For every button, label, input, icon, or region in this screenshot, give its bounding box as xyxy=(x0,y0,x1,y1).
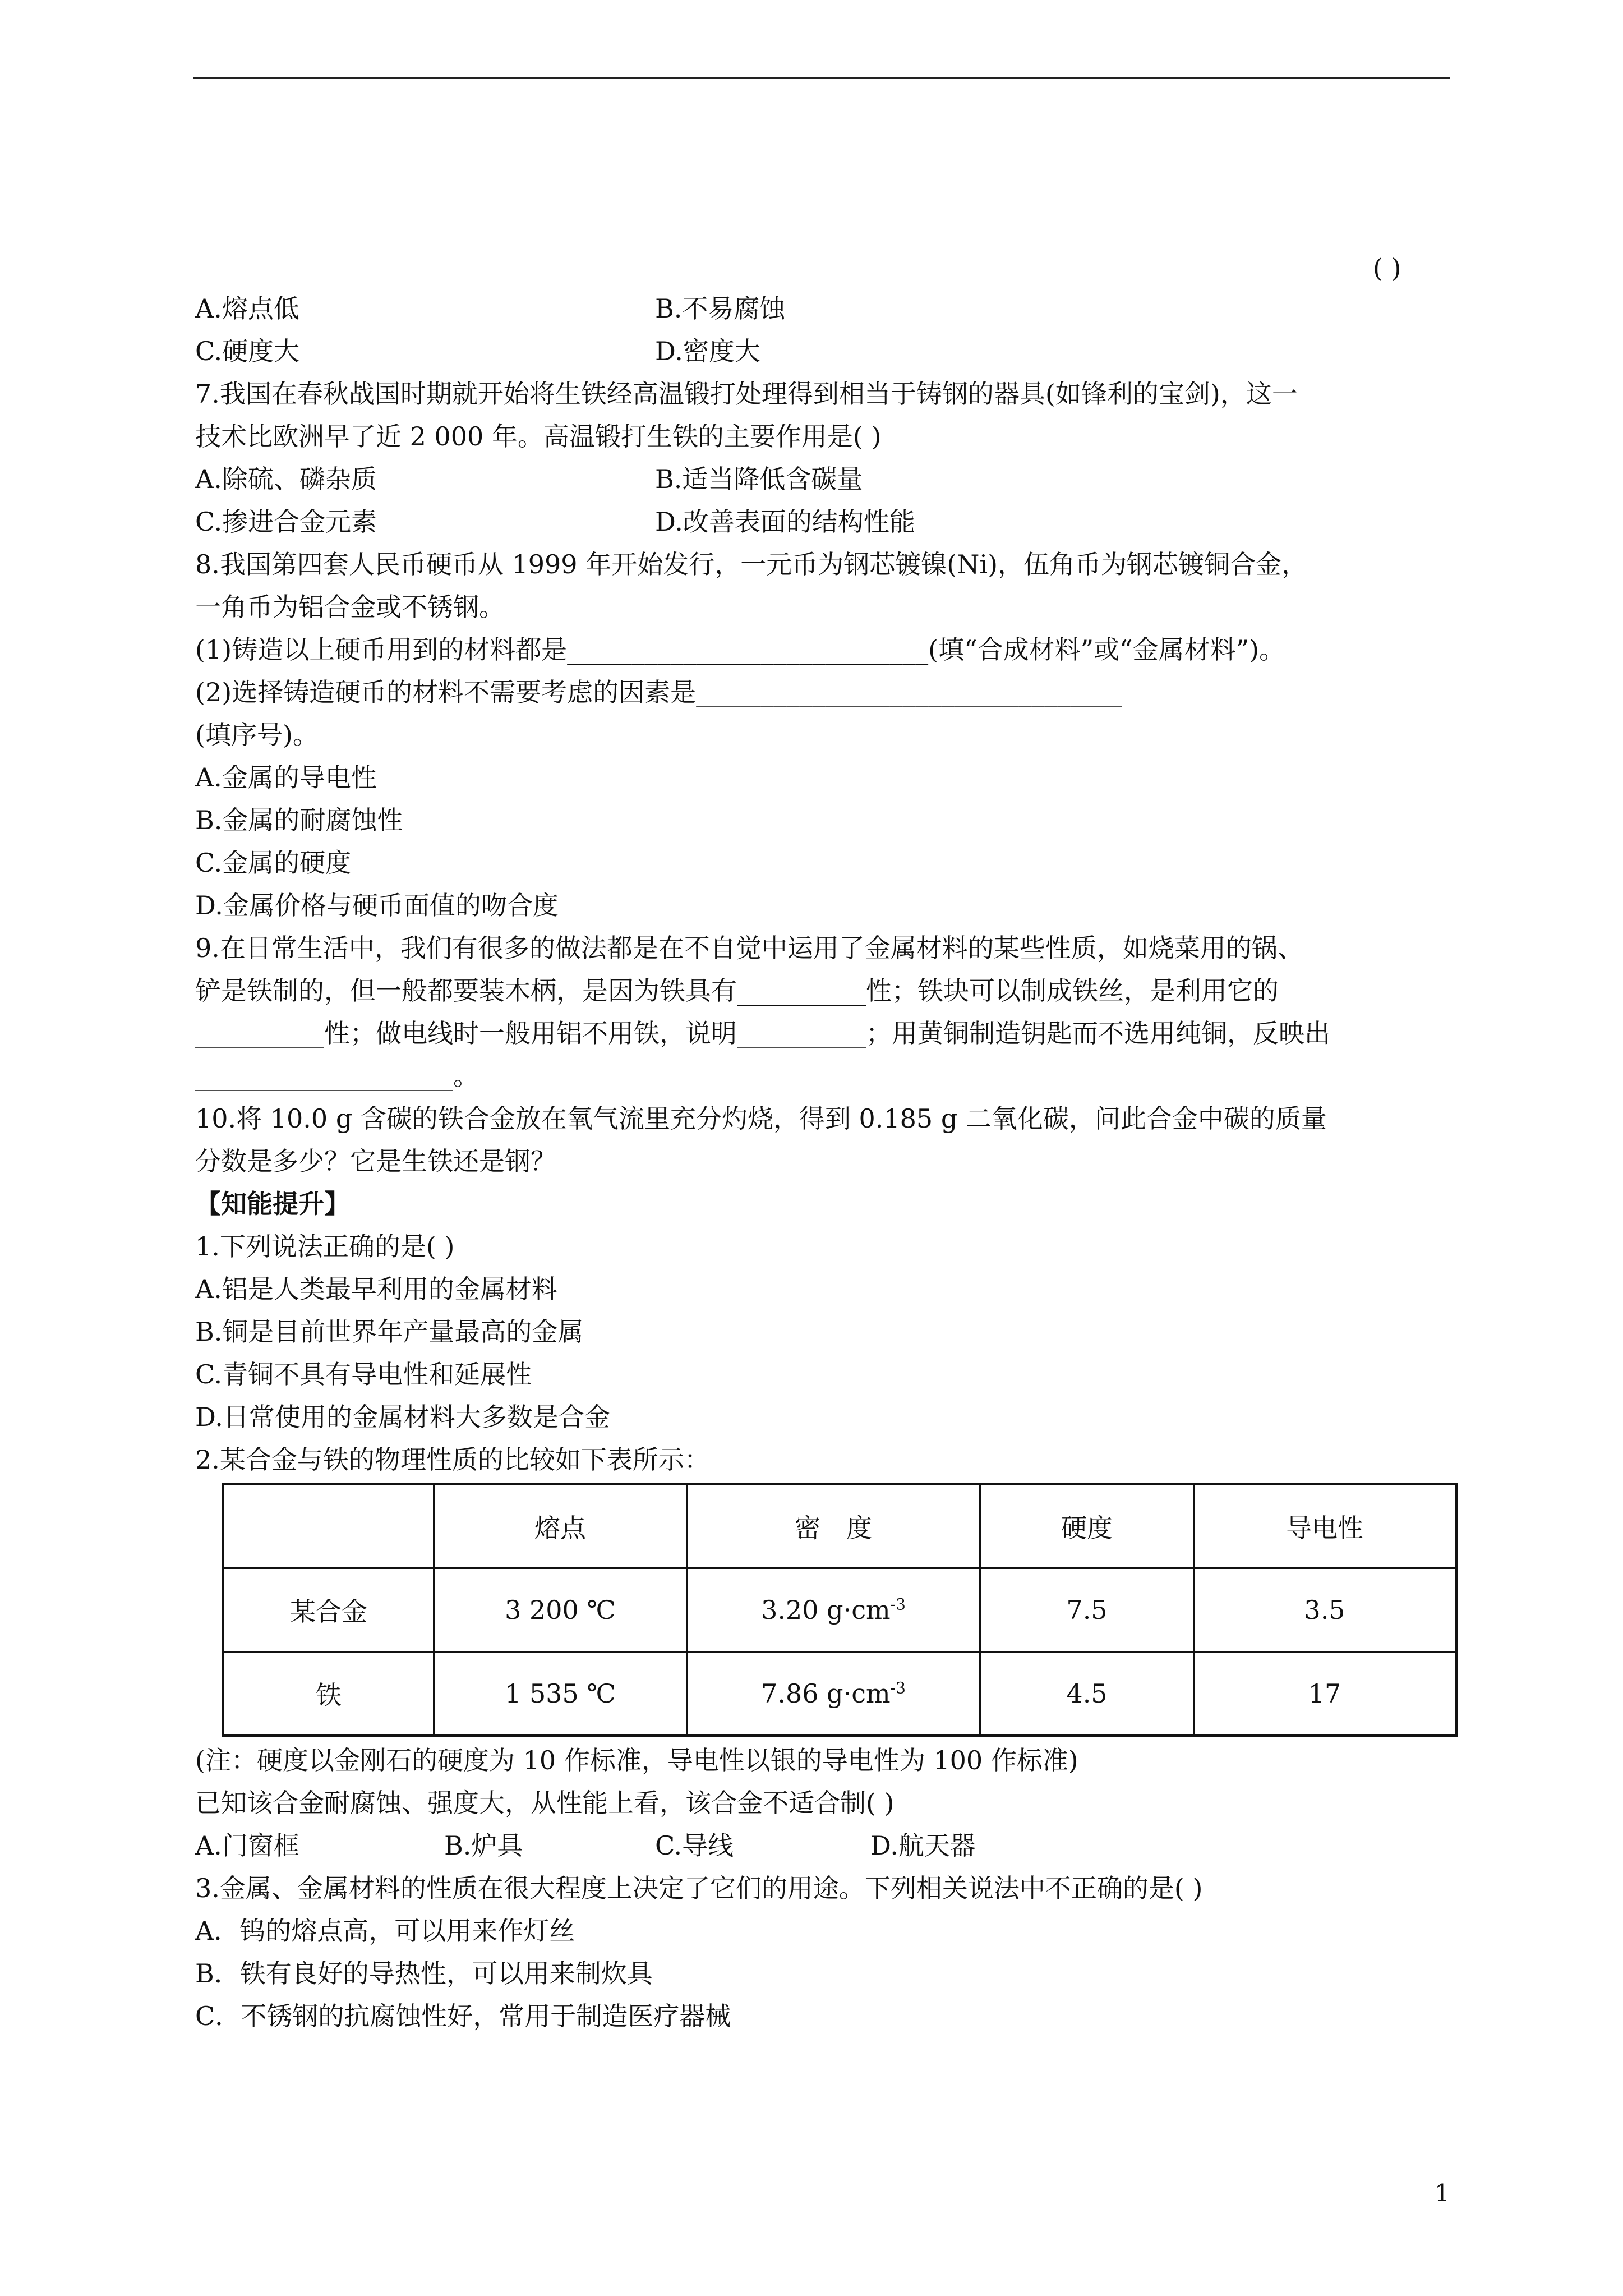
table-cell: 1 535 ℃ xyxy=(434,1652,687,1736)
p1-option-a: A.铝是人类最早利用的金属材料 xyxy=(195,1274,557,1304)
p1-option-d: D.日常使用的金属材料大多数是合金 xyxy=(195,1402,610,1432)
table-cell: 3.5 xyxy=(1194,1568,1456,1652)
p3-option-a: A．钨的熔点高，可以用来作灯丝 xyxy=(195,1916,575,1946)
table-row xyxy=(223,1568,1456,1652)
q8-part2: (2)选择铸造硬币的材料不需要考虑的因素是_________________________________ xyxy=(195,677,1122,707)
q9-line4: ____________________。 xyxy=(195,1061,479,1091)
page-number: 1 xyxy=(1435,2179,1450,2207)
answer-paren: ( ) xyxy=(1373,253,1401,283)
option-b: B.不易腐蚀 xyxy=(655,293,786,324)
q8-option-a: A.金属的导电性 xyxy=(195,762,377,793)
p2-option-b: B.炉具 xyxy=(444,1830,523,1861)
p2-note: (注：硬度以金刚石的硬度为 10 作标准，导电性以银的导电性为 100 作标准) xyxy=(195,1745,1078,1775)
table-header-cell: 硬度 xyxy=(980,1484,1194,1568)
table-header-cell: 熔点 xyxy=(434,1484,687,1568)
table-cell: 某合金 xyxy=(223,1568,434,1652)
table-header-row xyxy=(223,1484,1456,1568)
table-cell: 3 200 ℃ xyxy=(434,1568,687,1652)
table-cell xyxy=(687,1652,980,1736)
option-c: C.硬度大 xyxy=(195,336,300,366)
q7-option-c: C.掺进合金元素 xyxy=(195,507,377,537)
density-value: 3.20 g·cm xyxy=(761,1595,891,1625)
property-table xyxy=(222,1483,1458,1737)
q8-option-d: D.金属价格与硬币面值的吻合度 xyxy=(195,890,559,921)
q7-line2: 技术比欧洲早了近 2 000 年。高温锻打生铁的主要作用是( ) xyxy=(195,421,882,452)
table-row xyxy=(223,1652,1456,1736)
q9-line3: __________性；做电线时一般用铝不用铁，说明__________；用黄铜制造钥匙而不选用纯铜，反映出 xyxy=(195,1018,1330,1048)
table-header-cell: 导电性 xyxy=(1194,1484,1456,1568)
density-exponent: -3 xyxy=(890,1595,906,1614)
q8-line2: 一角币为铝合金或不锈钢。 xyxy=(195,592,505,622)
option-a: A.熔点低 xyxy=(195,293,299,324)
q8-option-c: C.金属的硬度 xyxy=(195,848,352,878)
table-cell: 7.5 xyxy=(980,1568,1194,1652)
q7-line1: 7.我国在春秋战国时期就开始将生铁经高温锻打处理得到相当于铸钢的器具(如锋利的宝剑)，这一 xyxy=(195,379,1298,409)
p3-stem: 3.金属、金属材料的性质在很大程度上决定了它们的用途。下列相关说法中不正确的是( ) xyxy=(195,1873,1203,1903)
table-header-cell xyxy=(223,1484,434,1568)
q8-part2-hint: (填序号)。 xyxy=(195,720,319,750)
p1-stem: 1.下列说法正确的是( ) xyxy=(195,1231,455,1262)
p3-option-b: B．铁有良好的导热性，可以用来制炊具 xyxy=(195,1958,653,1989)
p2-stem2: 已知该合金耐腐蚀、强度大，从性能上看，该合金不适合制( ) xyxy=(195,1788,895,1818)
q8-line1: 8.我国第四套人民币硬币从 1999 年开始发行，一元币为钢芯镀镍(Ni)，伍角币为钢芯镀铜合金， xyxy=(195,549,1308,579)
table-header-cell: 密 度 xyxy=(687,1484,980,1568)
table-cell xyxy=(687,1568,980,1652)
table-cell: 17 xyxy=(1194,1652,1456,1736)
p3-option-c: C．不锈钢的抗腐蚀性好，常用于制造医疗器械 xyxy=(195,2001,731,2031)
table-cell: 铁 xyxy=(223,1652,434,1736)
table-cell: 4.5 xyxy=(980,1652,1194,1736)
q10-line2: 分数是多少？它是生铁还是钢？ xyxy=(195,1146,556,1176)
p2-option-a: A.门窗框 xyxy=(195,1830,299,1861)
q9-line2: 铲是铁制的，但一般都要装木柄，是因为铁具有__________性；铁块可以制成铁丝，是利用它的 xyxy=(195,976,1279,1006)
p1-option-b: B.铜是目前世界年产量最高的金属 xyxy=(195,1317,584,1347)
q8-part1: (1)铸造以上硬币用到的材料都是____________________________(填“合成材料”或“金属材料”)。 xyxy=(195,634,1285,665)
q7-option-b: B.适当降低含碳量 xyxy=(655,464,863,494)
p2-stem: 2.某合金与铁的物理性质的比较如下表所示： xyxy=(195,1444,710,1475)
p1-option-c: C.青铜不具有导电性和延展性 xyxy=(195,1359,532,1389)
density-value: 7.86 g·cm xyxy=(761,1678,891,1709)
section-title: 【知能提升】 xyxy=(195,1189,350,1219)
q8-option-b: B.金属的耐腐蚀性 xyxy=(195,805,403,835)
p2-option-c: C.导线 xyxy=(655,1830,734,1861)
header-rule xyxy=(193,77,1450,79)
q7-option-d: D.改善表面的结构性能 xyxy=(655,507,915,537)
density-exponent: -3 xyxy=(890,1678,906,1697)
q7-option-a: A.除硫、磷杂质 xyxy=(195,464,377,494)
option-d: D.密度大 xyxy=(655,336,760,366)
p2-option-d: D.航天器 xyxy=(870,1830,976,1861)
q9-line1: 9.在日常生活中，我们有很多的做法都是在不自觉中运用了金属材料的某些性质，如烧菜用的锅、 xyxy=(195,933,1303,963)
q10-line1: 10.将 10.0 g 含碳的铁合金放在氧气流里充分灼烧，得到 0.185 g 二氧化碳，问此合金中碳的质量 xyxy=(195,1103,1327,1134)
